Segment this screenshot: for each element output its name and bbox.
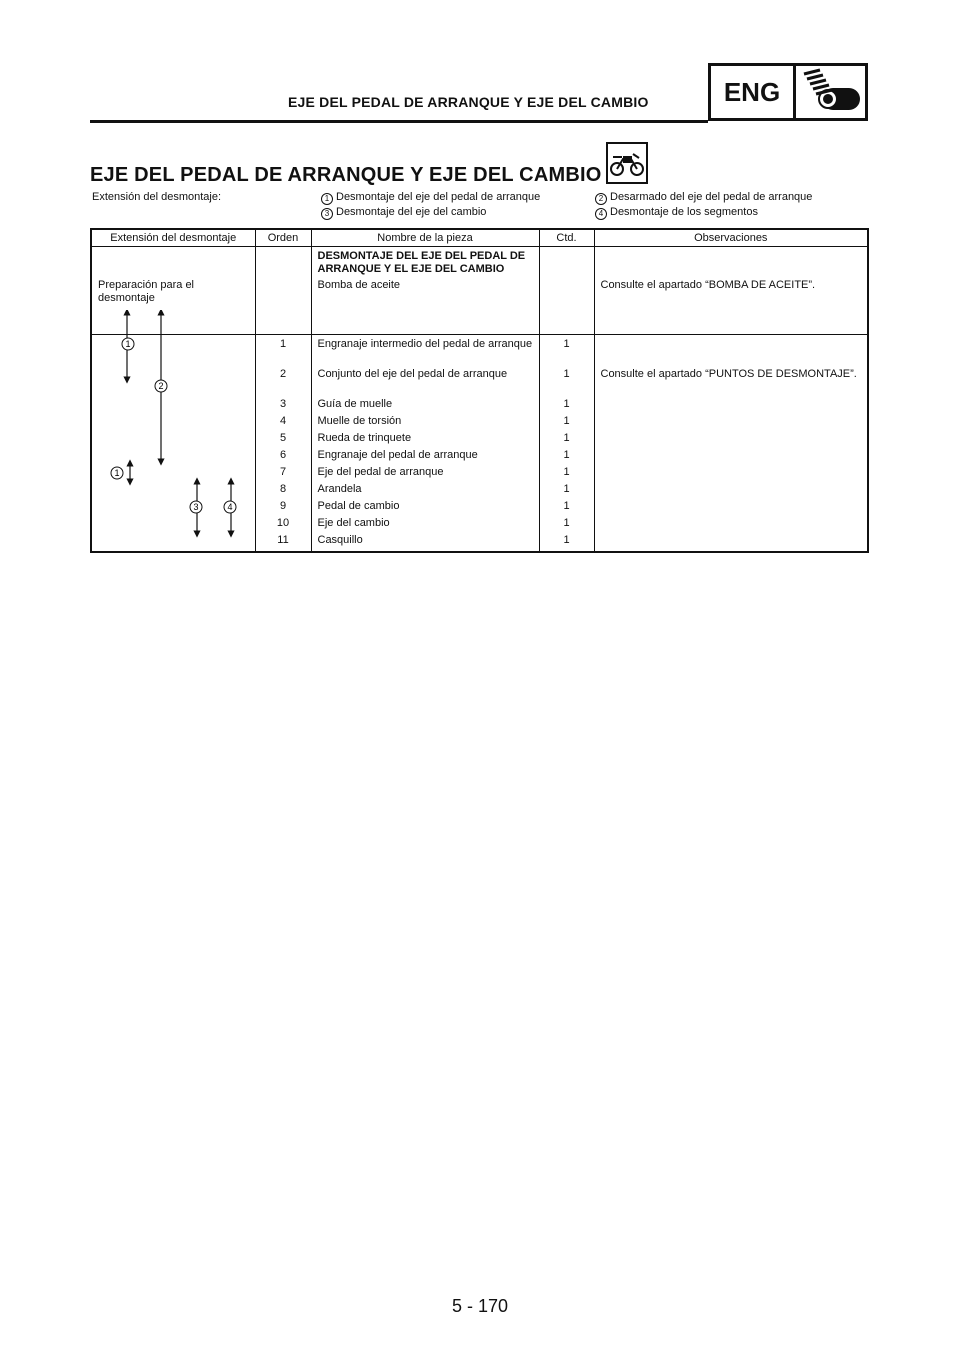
qty-cell: 1: [539, 466, 594, 483]
qty-cell: 1: [539, 398, 594, 415]
table-header-row: [91, 229, 868, 247]
order-cell: 3: [255, 398, 311, 415]
part-name: Guía de muelle: [311, 398, 539, 415]
qty-cell: 1: [539, 368, 594, 398]
part-name: Eje del pedal de arranque: [311, 466, 539, 483]
part-name: Engranaje del pedal de arranque: [311, 449, 539, 466]
part-name: Conjunto del eje del pedal de arranque: [311, 368, 539, 398]
part-name: Casquillo: [311, 534, 539, 552]
col-header-qty: Ctd.: [539, 229, 594, 247]
qty-cell: 1: [539, 517, 594, 534]
extent-list-b: [595, 190, 812, 220]
qty-cell: 1: [539, 432, 594, 449]
motorcycle-icon: [606, 142, 648, 184]
order-cell: 6: [255, 449, 311, 466]
note-cell: [594, 483, 868, 500]
note-cell: [594, 432, 868, 449]
extent-list-a: [321, 190, 540, 220]
prep-note: Consulte el apartado “BOMBA DE ACEITE”.: [600, 279, 816, 291]
extent-item: [321, 190, 540, 205]
header-title: EJE DEL PEDAL DE ARRANQUE Y EJE DEL CAMBIO: [288, 94, 649, 110]
extent-item: [595, 205, 812, 220]
order-cell: 5: [255, 432, 311, 449]
prep-extent: Preparación para el desmontaje: [98, 279, 195, 304]
header-rule: [90, 120, 708, 123]
extent-label: Extensión del desmontaje:: [92, 191, 222, 203]
qty-cell: 1: [539, 483, 594, 500]
extent-arrows: [92, 310, 252, 538]
order-cell: 7: [255, 466, 311, 483]
part-name: Engranaje intermedio del pedal de arranque: [311, 335, 539, 369]
note-cell: [594, 415, 868, 432]
order-cell: 9: [255, 500, 311, 517]
part-name: Muelle de torsión: [311, 415, 539, 432]
callout-number: 2: [595, 193, 607, 205]
page-title: EJE DEL PEDAL DE ARRANQUE Y EJE DEL CAMBIO: [90, 164, 602, 186]
section-badge: [708, 63, 868, 121]
note-cell: [594, 500, 868, 517]
order-cell: 8: [255, 483, 311, 500]
col-header-order: Orden: [255, 229, 311, 247]
order-cell: 1: [255, 335, 311, 369]
note-cell: Consulte el apartado “PUNTOS DE DESMONTAJE”.: [594, 368, 868, 398]
note-cell: [594, 517, 868, 534]
page-number: 5 - 170: [451, 1296, 509, 1316]
extent-text: Desmontaje del eje del cambio: [336, 206, 487, 218]
col-header-notes: Observaciones: [594, 229, 868, 247]
extent-text: Desarmado del eje del pedal de arranque: [610, 191, 813, 203]
note-cell: [594, 534, 868, 552]
section-label: ENG: [711, 66, 796, 118]
part-name: Pedal de cambio: [311, 500, 539, 517]
arrow-label: 3: [193, 502, 199, 512]
callout-number: 1: [321, 193, 333, 205]
part-name: Arandela: [311, 483, 539, 500]
qty-cell: 1: [539, 500, 594, 517]
extent-item: [595, 190, 812, 205]
extent-item: [321, 205, 540, 220]
prep-part-name: Bomba de aceite: [317, 279, 401, 291]
callout-number: 4: [595, 208, 607, 220]
note-cell: [594, 398, 868, 415]
part-name: Eje del cambio: [311, 517, 539, 534]
note-cell: [594, 449, 868, 466]
note-cell: [594, 466, 868, 483]
extent-text: Desmontaje de los segmentos: [610, 206, 758, 218]
engine-piston-icon: [796, 66, 865, 118]
col-header-extent: Extensión del desmontaje: [91, 229, 255, 247]
callout-number: 3: [321, 208, 333, 220]
section-title: DESMONTAJE DEL EJE DEL PEDAL DE ARRANQUE Y EL EJE DEL CAMBIO: [317, 250, 526, 275]
note-cell: [594, 335, 868, 369]
arrow-label: 4: [227, 502, 233, 512]
arrow-label: 2: [158, 381, 164, 391]
qty-cell: 1: [539, 415, 594, 432]
extent-text: Desmontaje del eje del pedal de arranque: [336, 191, 541, 203]
order-cell: 11: [255, 534, 311, 552]
col-header-name: Nombre de la pieza: [311, 229, 539, 247]
order-cell: 4: [255, 415, 311, 432]
arrow-label: 1: [125, 339, 131, 349]
arrow-label: 1: [114, 468, 120, 478]
qty-cell: 1: [539, 449, 594, 466]
order-cell: 10: [255, 517, 311, 534]
part-name: Rueda de trinquete: [311, 432, 539, 449]
qty-cell: 1: [539, 335, 594, 369]
order-cell: 2: [255, 368, 311, 398]
qty-cell: 1: [539, 534, 594, 552]
